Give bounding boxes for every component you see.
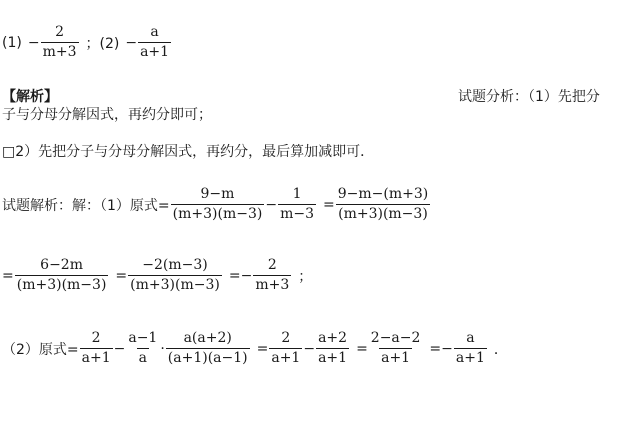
solution-1-line-2 bbox=[2, 257, 312, 294]
analysis-header: 【解析】 bbox=[2, 89, 58, 105]
equals-sign: = bbox=[356, 340, 368, 357]
fraction-denominator: (m+3)(m−3) bbox=[172, 206, 263, 222]
solution-2-fraction-3 bbox=[166, 330, 250, 367]
fraction-denominator: (m+3)(m−3) bbox=[130, 277, 220, 293]
answer-line bbox=[2, 24, 172, 61]
answer-part2-sign: − bbox=[125, 34, 138, 51]
line-end-punctuation: ； bbox=[298, 268, 313, 285]
fraction-denominator: m−3 bbox=[280, 206, 314, 222]
answer-part1-fraction bbox=[41, 24, 79, 61]
fraction-numerator: 2 bbox=[267, 257, 277, 273]
fraction-numerator: 2 bbox=[91, 330, 101, 346]
fraction-numerator: a bbox=[150, 24, 159, 40]
solution-1-line-1 bbox=[2, 186, 431, 223]
line-end-punctuation: ． bbox=[493, 341, 508, 358]
fraction-numerator: a bbox=[466, 330, 475, 346]
answer-part1-sign: − bbox=[27, 34, 40, 51]
analysis-line-3: □2）先把分子与分母分解因式，再约分，最后算加减即可． bbox=[2, 144, 375, 160]
fraction-denominator: a+1 bbox=[381, 350, 411, 366]
fraction-numerator: a−1 bbox=[128, 330, 158, 346]
equals-sign: = bbox=[256, 340, 269, 357]
fraction-denominator: m+3 bbox=[42, 44, 77, 60]
equals-sign: = bbox=[322, 196, 335, 213]
solution-2-fraction-1 bbox=[80, 330, 113, 367]
fraction-denominator: m+3 bbox=[255, 277, 290, 293]
fraction-denominator: (a+1)(a−1) bbox=[167, 350, 248, 366]
fraction-numerator: a+2 bbox=[318, 330, 348, 346]
equals-minus-sign: =− bbox=[429, 340, 453, 357]
answer-part2-fraction bbox=[138, 24, 171, 61]
solution-2-fraction-7 bbox=[454, 330, 487, 367]
minus-sign: − bbox=[113, 340, 126, 357]
solution-1b-fraction-2 bbox=[128, 257, 222, 294]
fraction-numerator: −2(m−3) bbox=[142, 257, 208, 273]
solution-1-lead: 试题解析：解：（1）原式= bbox=[2, 197, 170, 214]
analysis-intro-text: 试题分析：（1）先把分 bbox=[458, 89, 600, 105]
solution-2-fraction-6 bbox=[369, 330, 423, 367]
fraction-numerator: 9−m bbox=[200, 186, 235, 202]
fraction-denominator: a+1 bbox=[81, 350, 111, 366]
answer-part1-label: (1) bbox=[2, 34, 22, 51]
fraction-numerator: 6−2m bbox=[40, 257, 83, 273]
equals-sign: = bbox=[115, 267, 128, 284]
fraction-denominator: a+1 bbox=[271, 350, 301, 366]
solution-2-line bbox=[2, 330, 508, 367]
fraction-numerator: 2−a−2 bbox=[370, 330, 421, 346]
solution-1-fraction-3 bbox=[336, 186, 430, 223]
multiply-dot: · bbox=[160, 340, 165, 357]
solution-2-lead: （2）原式= bbox=[2, 341, 79, 358]
solution-1b-fraction-3 bbox=[253, 257, 291, 294]
equals-sign: = bbox=[2, 267, 14, 284]
solution-1-fraction-2 bbox=[278, 186, 316, 223]
solution-2-fraction-2 bbox=[126, 330, 159, 367]
answer-separator: ；(2) bbox=[85, 35, 120, 52]
solution-2-fraction-4 bbox=[269, 330, 302, 367]
solution-2-fraction-5 bbox=[316, 330, 349, 367]
fraction-denominator: a+1 bbox=[318, 350, 348, 366]
fraction-numerator: a(a+2) bbox=[183, 330, 232, 346]
minus-sign: − bbox=[265, 196, 278, 213]
fraction-numerator: 2 bbox=[281, 330, 291, 346]
fraction-denominator: (m+3)(m−3) bbox=[16, 277, 107, 293]
minus-sign: − bbox=[303, 340, 316, 357]
fraction-numerator: 9−m−(m+3) bbox=[337, 186, 429, 202]
solution-1-fraction-1 bbox=[171, 186, 265, 223]
fraction-numerator: 2 bbox=[55, 24, 64, 40]
fraction-numerator: 1 bbox=[292, 186, 302, 202]
fraction-denominator: a+1 bbox=[455, 350, 485, 366]
fraction-denominator: a bbox=[138, 350, 148, 366]
fraction-denominator: a+1 bbox=[140, 44, 170, 60]
analysis-line-2: 子与分母分解因式，再约分即可； bbox=[2, 107, 212, 123]
equals-minus-sign: =− bbox=[228, 267, 253, 284]
solution-1b-fraction-1 bbox=[15, 257, 109, 294]
fraction-denominator: (m+3)(m−3) bbox=[338, 206, 428, 222]
